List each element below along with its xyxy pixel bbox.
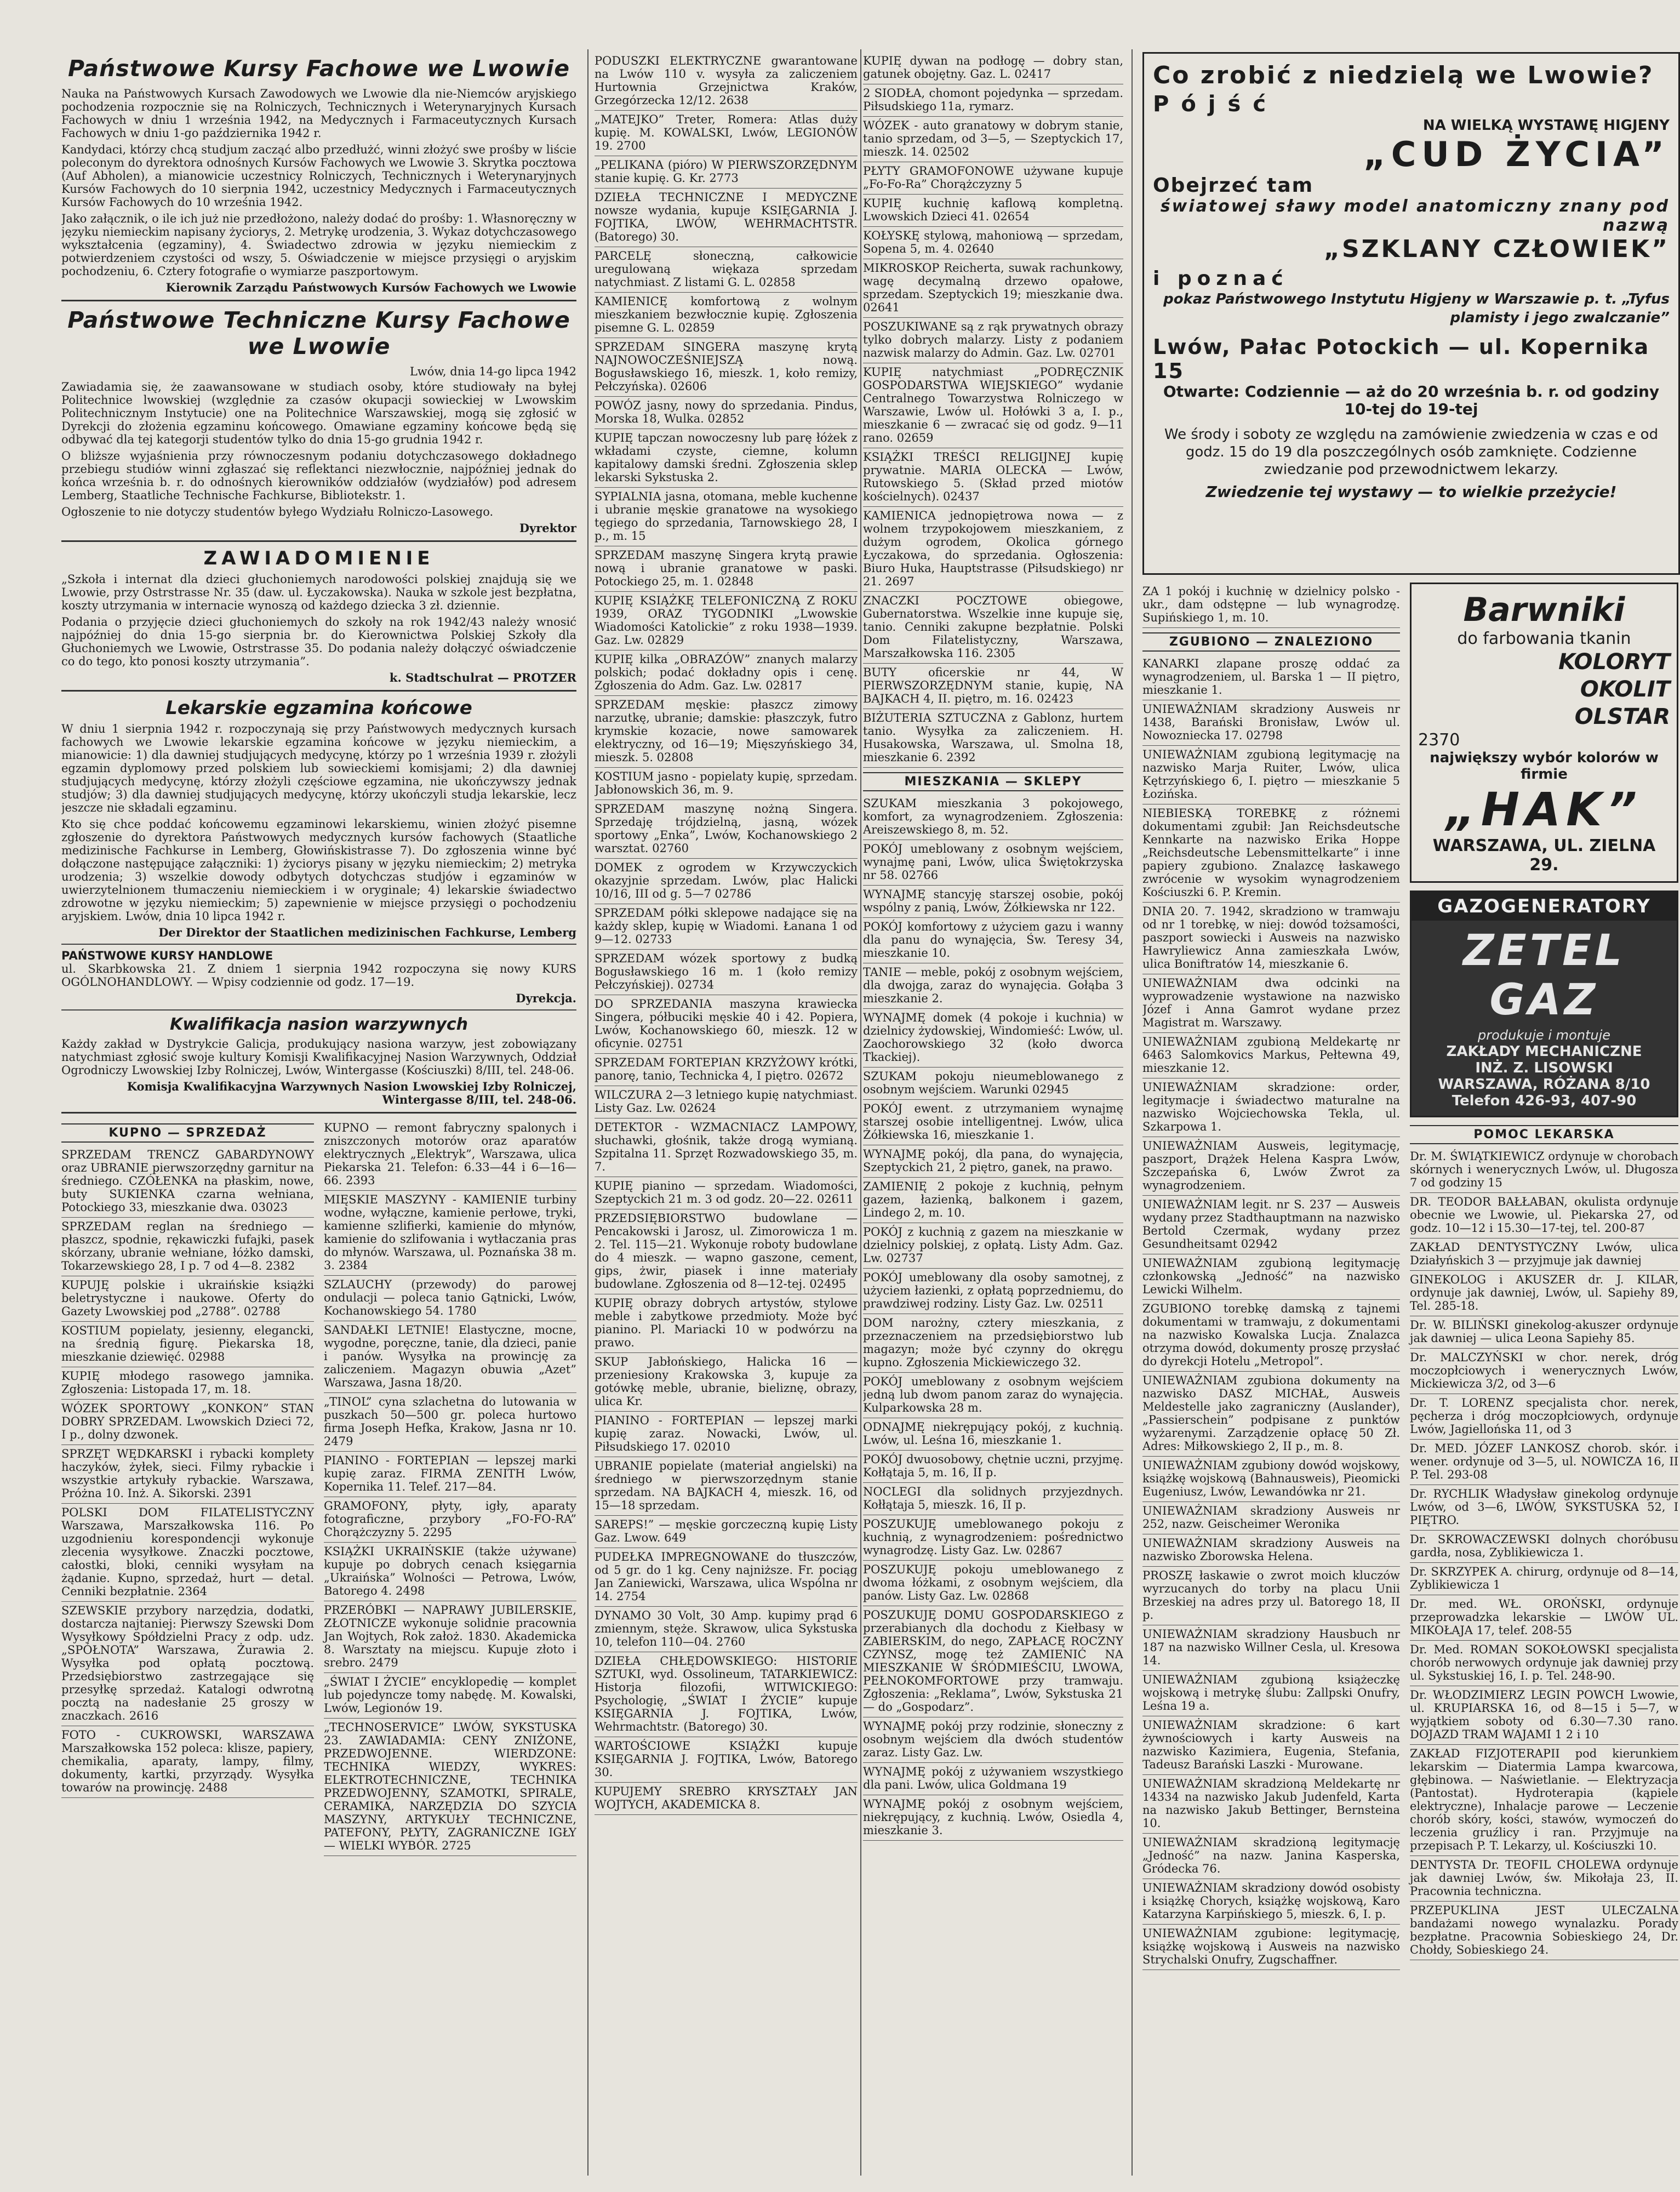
doctor-listing: PRZEPUKLINA JEST ULECZALNA bandażami nowego wynalazku. Porady bezpłatne. Pracownia Sobieskiego 24, Dr. Chołdy, Sobieskiego 24. bbox=[1410, 1902, 1678, 1960]
classified-ad: PIANINO - FORTEPIAN — lepszej marki kupię zaraz. Nowacki, Lwów, ul. Piłsudskiego 17. 02010 bbox=[595, 1412, 858, 1457]
notice-title: ZAWIADOMIENIE bbox=[203, 547, 435, 569]
classified-ad: KUPIĘ dywan na podłogę — dobry stan, gatunek obojętny. Gaz. L. 02417 bbox=[863, 52, 1123, 84]
doctor-listing: Dr. SKRZYPEK A. chirurg, ordynuje od 8—14, Zyblikiewicza 1 bbox=[1410, 1563, 1678, 1595]
column-official-notices bbox=[61, 52, 576, 2184]
classified-ad: KUPIĘ pianino — sprzedam. Wiadomości, Szeptyckich 21 m. 3 od godz. 20—22. 02611 bbox=[595, 1177, 858, 1209]
classifieds-right bbox=[324, 1119, 576, 1856]
exhibition-name: „CUD ŻYCIA” bbox=[1363, 134, 1670, 174]
notice-signature: Kierownik Zarządu Państwowych Kursów Fachowych we Lwowie bbox=[165, 281, 576, 294]
classified-ad: POSZUKUJĘ pokoju umeblowanego z dwoma łóżkami, z osobnym wejściem, dla panów. Listy Gaz. Lw. 02868 bbox=[863, 1561, 1123, 1606]
notice-signature: Komisja Kwalifikacyjna Warzywnych Nasion Lwowskiej Izby Rolniczej, Wintergasse 8/III, tel. 248-06. bbox=[127, 1080, 576, 1106]
column-classifieds-3 bbox=[863, 52, 1123, 2184]
classified-ad: SPRZEDAM maszynę nożną Singera. Sprzedaję trójdzielną, jasną, wózek sportowy „Enka”, Lwów, Kochanowskiego 2 warsztat. 02760 bbox=[595, 800, 858, 859]
classified-ad: DZIEŁA TECHNICZNE I MEDYCZNE nowsze wydania, kupuje KSIĘGARNIA J. FOJTIKA, LWÓW, WEHRMACHTSTR. (Batorego) 30. bbox=[595, 189, 858, 247]
exhibition-text: Obejrzeć tam bbox=[1153, 174, 1314, 197]
classified-ad: KAMIENICA jednopiętrowa nowa — z wolnem trzypokojowem mieszkaniem, z dużym ogrodem, Okolica górnego Łyczakowa, do sprzedania. Ogłoszenia: Biuro Huka, Hauptstrasse (Piłsudskiego) nr 21. 2697 bbox=[863, 507, 1123, 592]
classifieds-left bbox=[61, 1119, 314, 1856]
classified-ad: PRZERÓBKI — NAPRAWY JUBILERSKIE, ZŁOTNICZE wykonuje solidnie pracownia Jan Wojtych, Rok założ. 1830. Akademicka 8. Warsztaty na miejscu. Kupuje złoto i srebro. 2479 bbox=[324, 1601, 576, 1673]
divider bbox=[61, 1009, 576, 1011]
classified-ad: POLSKI DOM FILATELISTYCZNY Warszawa, Marszałkowska 116. Po uzgodnieniu korespondencji wykonuje zlecenia wysyłkowe. Znaczki pocztowe, całostki, bloki, cenniki wysyłam na żądanie. Kupno, sprzedaż, hurt — detal. Cenniki bezpłatnie. 2364 bbox=[61, 1504, 314, 1602]
advert-text: produkuje i montuje bbox=[1477, 1028, 1611, 1043]
classified-ad: BIŻUTERIA SZTUCZNA z Gablonz, hurtem tanio. Wysyłka za zaliczeniem. H. Husakowska, Warszawa, ul. Smolna 18, mieszkanie 6. 2392 bbox=[863, 709, 1123, 768]
notice-text: O bliższe wyjaśnienia przy równoczesnym podaniu dotychczasowego dokładnego przebiegu studiów winni zgłaszać się reflektanci niezwłocznie, najpóźniej jednak do końca września b. r. do odnośnych kierowników oddziałów (wydziałów) pod adresem Lemberg, Staatliche Technische Fachkurse, Bibliotekstr. 1. bbox=[61, 449, 576, 502]
exhibition-text: światowej sławy model anatomiczny znany pod nazwą bbox=[1160, 197, 1670, 235]
classified-ad: SZUKAM mieszkania 3 pokojowego, komfort, za wynagrodzeniem. Zgłoszenia: Areiszewskiego 8, m. 52. bbox=[863, 795, 1123, 840]
doctor-listing: Dr. RYCHLIK Władysław ginekolog ordynuje Lwów, od 3—6, LWÓW, SYKSTUSKA 52, I PIĘTRO. bbox=[1410, 1485, 1678, 1531]
exhibition-text: pokaz Państwowego Instytutu Higjeny w Warszawie p. t. „Tyfus plamisty i jego zwalczanie” bbox=[1163, 291, 1670, 326]
classified-ad: POSZUKIWANE są z rąk prywatnych obrazy tylko dobrych malarzy. Listy z podaniem nazwisk malarzy do Admin. Gaz. Lw. 02701 bbox=[863, 318, 1123, 363]
classified-ad: SPRZEDAM reglan na średniego — płaszcz, spodnie, rękawiczki fufajki, pasek skórzany, ubranie wełniane, łóżko damski, Tokarzewskiego 28, I p. 7 od 4—8. 2382 bbox=[61, 1218, 314, 1276]
classified-ad: UNIEWAŻNIAM skradziony dowód osobisty i książkę Chorych, książkę wojskową, Karo Katarzyna Karpińskiego 5, mieszk. 6, I. p. bbox=[1142, 1879, 1400, 1925]
product-name: OKOLIT bbox=[1580, 677, 1670, 702]
notice-signature: k. Stadtschulrat — PROTZER bbox=[389, 671, 576, 684]
classified-ad: ZGUBIONO torebkę damską z tajnemi dokumentami w tramwaju, z dokumentami na nazwisko Kowalska Lucja. Znalazca otrzyma dowód, dokumenty proszę przysłać do dyrekcji Hotelu „Metropol”. bbox=[1142, 1300, 1400, 1372]
classified-ad: KUPUJEMY SREBRO KRYSZTAŁY JAN WOJTYCH, AKADEMICKA 8. bbox=[595, 1783, 858, 1815]
advert-title: Barwniki bbox=[1463, 591, 1625, 629]
classified-ad: DZIEŁA CHŁĘDOWSKIEGO: HISTORIE SZTUKI, wyd. Ossolineum, TATARKIEWICZ: Historja filozofii, WITWICKIEGO: Psychologię, „ŚWIAT I ŻYCIE” kupuje KSIĘGARNIA J. FOJTIKA, Lwów, Wehrmachtstr. (Batorego) 30. bbox=[595, 1652, 858, 1737]
classified-ad: UNIEWAŻNIAM skradziony Ausweis nr 252, nazw. Geischeimer Weronika bbox=[1142, 1502, 1400, 1534]
section-header: ZGUBIONO — ZNALEZIONO bbox=[1142, 632, 1400, 652]
classified-ad: WILCZURA 2—3 letniego kupię natychmiast. Listy Gaz. Lw. 02624 bbox=[595, 1086, 858, 1118]
classified-ad: SYPIALNIA jasna, otomana, meble kuchenne i ubranie męskie granatowe na wysokiego tęgiego do sprzedania, Tarnowskiego 28, I p., m. 15 bbox=[595, 488, 858, 546]
section-header: KUPNO — SPRZEDAŻ bbox=[61, 1123, 314, 1143]
doctor-listing: Dr. med. WŁ. OROŃSKI, ordynuje przeprowadzka lekarskie — LWÓW UL. MIKOŁAJA 17, telef. 208-55 bbox=[1410, 1595, 1678, 1641]
brand-logo: „HAK” bbox=[1445, 783, 1643, 836]
exhibition-text: NA WIELKĄ WYSTAWĘ HIGJENY bbox=[1422, 117, 1670, 134]
classified-ad: POKÓJ umeblowany dla osoby samotnej, z użyciem łazienki, z opłatą poprzedniemu, do prawdziwej rodziny. Listy Gaz. Lw. 02511 bbox=[863, 1269, 1123, 1314]
classified-ad: SPRZEDAM wózek sportowy z budką Bogusławskiego 16 m. 1 (koło remizy Pełczyńskiej). 02734 bbox=[595, 950, 858, 995]
classified-ad: SZUKAM pokoju nieumeblowanego z osobnym wejściem. Warunki 02945 bbox=[863, 1068, 1123, 1100]
classified-ad: TANIE — meble, pokój z osobnym wejściem, dla dwojga, zaraz do wynajęcia. Gołąba 3 mieszkanie 2. bbox=[863, 963, 1123, 1009]
exhibition-hours: Otwarte: Codziennie — aż do 20 września b. r. od godziny 10-tej do 19-tej bbox=[1163, 383, 1660, 418]
classified-ad: DOM narożny, cztery mieszkania, z przeznaczeniem na przedsiębiorstwo lub magazyn; może być czynny do okręgu kupno. Zgłoszenia Mickiewiczego 32. bbox=[863, 1314, 1123, 1373]
notice-text: Ogłoszenie to nie dotyczy studentów byłego Wydziału Rolniczo-Lasowego. bbox=[61, 505, 494, 518]
gazogeneratory-advert bbox=[1410, 891, 1678, 1117]
classified-ad: PROSZĘ łaskawie o zwrot moich kluczów wyrzucanych do torby na placu Unii Brzeskiej na adres przy ul. Batorego 18, II p. bbox=[1142, 1567, 1400, 1625]
notice-text: Kto się chce poddać końcowemu egzaminowi lekarskiemu, winien złożyć pisemne zgłoszenie do dyrektora Państwowych medycznych kursów fachowych (Staatliche medizinische Fachkurse in Lemberg, Głowińskistrasse 7). Do zgłoszenia winne być dołączone następujące załączniki: 1) życiorys pisany w języku niemieckim; 2) metryka urodzenia; 3) wszelkie dowody odbytych dotychczas studjów i egzaminów w uwierzytelnionem tłumaczeniu niemieckiem i w oryginale; 4) lekarskie świadectwo zdrowotne w języku niemieckim; 5) zapewnienie w miejsce przysięgi o pochodzeniu aryjskiem. Lwów, dnia 10 lipca 1942 r. bbox=[61, 818, 576, 923]
exhibition-advert bbox=[1142, 52, 1680, 575]
classified-ad: POKÓJ dwuosobowy, chętnie uczni, przyjmę. Kołłątaja 5, m. 16, II p. bbox=[863, 1451, 1123, 1483]
advert-tagline: największy wybór kolorów w firmie bbox=[1430, 750, 1659, 783]
doctor-listing: Dr. W. BILIŃSKI ginekolog-akuszer ordynuje jak dawniej — ulica Leona Sapiehy 85. bbox=[1410, 1316, 1678, 1349]
classified-ad: NOCLEGI dla solidnych przyjezdnych. Kołłątaja 5, mieszk. 16, II p. bbox=[863, 1483, 1123, 1515]
notice-text: ul. Skarbkowska 21. Z dniem 1 sierpnia 1942 rozpoczyna się nowy KURS OGÓLNOHANDLOWY. — Wpisy codziennie od godz. 17—19. bbox=[61, 962, 576, 989]
classified-ad: UNIEWAŻNIAM zgubioną książeczkę wojskową i metrykę ślubu: Zallpski Onufry, Leśna 19 a. bbox=[1142, 1671, 1400, 1716]
doctor-listing: Dr. Med. ROMAN SOKOŁOWSKI specjalista chorób nerwowych ordynuje jak dawniej przy ul. Sykstuskiej 16, I. p. Tel. 248-90. bbox=[1410, 1641, 1678, 1686]
classified-ad: UNIEWAŻNIAM skradziony Hausbuch nr 187 na nazwisko Willner Cesla, ul. Kresowa 14. bbox=[1142, 1625, 1400, 1671]
classified-ad: DNIA 20. 7. 1942, skradziono w tramwaju od nr 1 torebkę, w niej: dowód tożsamości, paszport sowiecki i Ausweis na nazwisko Hawryliewicz Anna zamieszkała Lwów, ulica Boniftratów 14, mieszkanie 6. bbox=[1142, 903, 1400, 974]
classified-ad: „TINOL” cyna szlachetna do lutowania w puszkach 50—500 gr. poleca hurtowo firma Joseph Hefka, Krakow, Jasna nr 10. 2479 bbox=[324, 1393, 576, 1452]
classified-ad: KUPIĘ kuchnię kaflową kompletną. Lwowskich Dzieci 41. 02654 bbox=[863, 195, 1123, 227]
column-rule bbox=[860, 49, 861, 2176]
classified-ad: KUPIĘ kilka „OBRAZÓW” znanych malarzy polskich; podać dokładny opis i cenę. Zgłoszenia do Adm. Gaz. Lw. 02817 bbox=[595, 650, 858, 696]
classified-ad: UNIEWAŻNIAM zgubione: legitymację, książkę wojskową i Ausweis na nazwisko Strychalski Onufry, Zugschaffner. bbox=[1142, 1925, 1400, 1970]
classified-ad: SKUP Jabłońskiego, Halicka 16 — przeniesiony Krakowska 3, kupuje za gotówkę meble, ubranie, bieliznę, obrazy, ulica Kr. bbox=[595, 1353, 858, 1412]
classifieds-block bbox=[61, 1119, 576, 1856]
classified-ad: PARCELĘ słoneczną, całkowicie uregulowaną więkaza sprzedam natychmiast. Z listami G. L. 02858 bbox=[595, 247, 858, 293]
advert-body bbox=[1412, 1025, 1677, 1116]
classified-ad: WYNAJMĘ pokój, dla pana, do wynajęcia, Szeptyckich 21, 2 piętro, ganek, na prawo. bbox=[863, 1145, 1123, 1178]
classified-ad: „TECHNOSERVICE” LWÓW, SYKSTUSKA 23. ZAWIADAMIA: CENY ZNIŻONE, PRZEDWOJENNE. WIERDZONE: TECHNIKA WIEDZY, WYKRES: ELEKTROTECHNICZNE, TECHNIKA PRZEDWOJENNY, SZAMOTKI, SPIRALE, CERAMIKA, NARZĘDZIA DO SZYCIA MASZYNY, ARTYKUŁY TECHNICZNE, PATEFONY, PŁYTY, ZAGRANICZNE IGŁY — WIELKI WYBÓR. 2725 bbox=[324, 1719, 576, 1856]
product-name: KOLORYT bbox=[1558, 649, 1670, 675]
notice-text: „Szkoła i internat dla dzieci głuchoniemych narodowości polskiej znajdują się we Lwowie, przy Ostrstrasse Nr. 35 (daw. ul. Łyczakowska). Nauka w szkole jest bezpłatna, koszty utrzymania w internacie wynoszą od każdego dziecka 3 zł. dziennie. bbox=[61, 573, 576, 612]
divider bbox=[61, 690, 576, 692]
classified-ad: UNIEWAŻNIAM zgubiona dokumenty na nazwisko DASZ MICHAŁ, Ausweis Meldestelle jako zagraniczny (Auslander), „Passierschein” podpisane z punktów wyżarenymi. Zarządzenie opłacę 50 Zł. Adres: Miłkowskiego 2, II p., m. 8. bbox=[1142, 1372, 1400, 1457]
classified-ad: KANARKI zlapane proszę oddać za wynagrodzeniem, ul. Barska 1 — II piętro, mieszkanie 1. bbox=[1142, 655, 1400, 700]
classified-ad: WÓZEK SPORTOWY „KONKON” STAN DOBRY SPRZEDAM. Lwowskich Dzieci 72, I p., dolny dzwonek. bbox=[61, 1400, 314, 1445]
doctor-listing: Dr. MED. JÓZEF LANKOSZ chorob. skór. i wener. ordynuje od 3—5, ul. NOWICZA 16, II P. Tel. 293-08 bbox=[1410, 1440, 1678, 1485]
classified-ad: KOŁYSKĘ stylową, mahoniową — sprzedam, Sopena 5, m. 4. 02640 bbox=[863, 227, 1123, 259]
classified-ad: UNIEWAŻNIAM zgubiony dowód wojskowy, książkę wojskową (Bahnausweis), Pieomicki Eugeniusz, Lwów, Lewandówka nr 21. bbox=[1142, 1457, 1400, 1502]
notice-signature: Der Direktor der Staatlichen medizinischen Fachkurse, Lemberg bbox=[158, 926, 576, 939]
section-header: POMOC LEKARSKA bbox=[1410, 1125, 1678, 1144]
classified-ad: POSZUKUJĘ umeblowanego pokoju z kuchnią, z wynagrodzeniem: pośrednictwo wynagrodzę. Listy Gaz. Lw. 02867 bbox=[863, 1515, 1123, 1561]
notices-column bbox=[1142, 583, 1400, 1970]
exhibition-text: i poznać bbox=[1153, 267, 1289, 290]
classified-ad: UNIEWAŻNIAM zgubioną Meldekartę nr 6463 Salomkovics Markus, Pełtewna 49, mieszkanie 12. bbox=[1142, 1033, 1400, 1078]
advert-subtitle: do farbowania tkanin bbox=[1457, 629, 1631, 648]
classified-ad: SZEWSKIE przybory narzędzia, dodatki, dostarcza najtaniej: Pierwszy Szewski Dom Wysyłkowy Spółdzielni Pracy z odp. udz. „SPÓŁNOTA” Warszawa, Żurawia 2. Wysyłka pod opłatą pocztową. Przedsiębiorstwo zastrzegające się przesyłkę sprzedaż. Katalogi odwrotną pocztą na nadesłanie 25 groszy w znaczkach. 2616 bbox=[61, 1602, 314, 1726]
exhibition-tagline: Zwiedzenie tej wystawy — to wielkie przeżycie! bbox=[1205, 483, 1617, 501]
brand-logo: ZETEL GAZ bbox=[1412, 921, 1677, 1025]
classified-ad: SPRZEDAM TRENCZ GABARDYNOWY oraz UBRANIE pierwszorzędny garnitur na średniego. CZÓŁENKA na płaskim, nowe, buty SUKIENKA czarna wełniana, Potockiego 33, mieszkanie dwa. 03023 bbox=[61, 1146, 314, 1218]
classified-ad: UNIEWAŻNIAM dwa odcinki na wyprowadzenie wystawione na nazwisko Józef i Anna Gamrot wydane przez Magistrat m. Warszawy. bbox=[1142, 974, 1400, 1033]
classified-ad: UNIEWAŻNIAM zgubioną legitymację na nazwisko Marja Ruiter, Lwów, ulica Kętrzyńskiego 6, I. piętro — mieszkanie 5 Łozińska. bbox=[1142, 746, 1400, 804]
classified-ad: SPRZEDAM FORTEPIAN KRZYŻOWY krótki, panorę, tanio, Technicka 4, I piętro. 02672 bbox=[595, 1054, 858, 1086]
exhibition-text: We środy i soboty ze względu na zamówienie zwiedzenia w czas e od godz. 15 do 19 dla poszczególnych osób zamknięte. Codzienne zwiedzanie pod przewodnictwem lekarzy. bbox=[1164, 426, 1659, 478]
classified-ad: ZA 1 pokój i kuchnię w dzielnicy polsko - ukr., dam odstępne — lub wynagrodzę. Supińskiego 1, m. 10. bbox=[1142, 583, 1400, 628]
lower-right-block bbox=[1142, 583, 1680, 1970]
notice-text: Podania o przyjęcie dzieci głuchoniemych do szkoły na rok 1942/43 należy wnosić najpóźniej do dnia 15-go sierpnia br. do Kierownictwa Polskiej Szkoły dla Głuchoniemych we Lwowie, Ostrstrasse 35. Do podania należy dołączyć oświadczenie co do tego, kto ponosi koszty utrzymania”. bbox=[61, 615, 576, 668]
advert-address: WARSZAWA, RÓŻANA 8/10 bbox=[1438, 1076, 1650, 1093]
notice-date: Lwów, dnia 14-go lipca 1942 bbox=[409, 365, 576, 378]
classified-ad: KUPIĘ obrazy dobrych artystów, stylowe meble i zabytkowe przedmioty. Może być pianino. Pl. Mariacki 10 w podwórzu na prawo. bbox=[595, 1294, 858, 1353]
classified-ad: 2 SIODŁA, chomont pojedynka — sprzedam. Piłsudskiego 11a, rymarz. bbox=[863, 84, 1123, 117]
classified-ad: KUPIĘ natychmiast „PODRĘCZNIK GOSPODARSTWA WIEJSKIEGO” wydanie Centralnego Towarzystwa Rolniczego w Warszawie, Lwów ul. Hołówki 3 a, I. p., mieszkanie 6 — zwracać się od godz. 9—11 rano. 02659 bbox=[863, 363, 1123, 448]
classified-ad: POWÓZ jasny, nowy do sprzedania. Pindus, Morska 18, Wulka. 02852 bbox=[595, 397, 858, 429]
classified-ad: SAREPS!” — męskie gorczeczną kupię Listy Gaz. Lwow. 649 bbox=[595, 1516, 858, 1548]
exhibition-headline: Co zrobić z niedzielą we Lwowie? bbox=[1153, 61, 1654, 89]
doctor-listing: Dr. M. ŚWIĄTKIEWICZ ordynuje w chorobach skórnych i wenerycznych Lwów, ul. Długosza 7 od godziny 15 bbox=[1410, 1148, 1678, 1193]
column-rule bbox=[1132, 49, 1133, 2176]
notice-text: Nauka na Państwowych Kursach Zawodowych we Lwowie dla nie-Niemców aryjskiego pochodzenia rozpocznie się na Rolniczych, Technicznych i Weterynaryjnych Kursach Fachowych w dniu 1 września 1942, na Medycznych i Farmaceutycznych Kursach Fachowych w dniu 1-go października 1942 r. bbox=[61, 87, 576, 140]
notice-title: Państwowe Kursy Fachowe we Lwowie bbox=[67, 55, 570, 82]
classified-ad: UBRANIE popielate (materiał angielski) na średniego w pierwszorzędnym stanie sprzedam. NA BAJKACH 4, mieszk. 16, od 15—18 sprzedam. bbox=[595, 1457, 858, 1516]
classified-ad: PŁYTY GRAMOFONOWE używane kupuje „Fo-Fo-Ra” Chorążczyzny 5 bbox=[863, 162, 1123, 195]
classified-ad: SANDAŁKI LETNIE! Elastyczne, mocne, wygodne, poręczne, tanie, dla dzieci, panie i panów. Wysyłka na prowincję za zaliczeniem. Magazyn obuwia „Azet” Warszawa, Jasna 18/20. bbox=[324, 1321, 576, 1393]
classified-ad: ZNACZKI POCZTOWE obiegowe, Gubernatorstwa. Wszelkie inne kupuje się, tanio. Cenniki zakupne bezpłatnie. Polski Dom Filatelistyczny, Warszawa, Marszałkowska 116. 2305 bbox=[863, 592, 1123, 664]
classified-ad: KUPIĘ KSIĄŻKĘ TELEFONICZNĄ Z ROKU 1939, ORAZ TYGODNIKI „Lwowskie Wiadomości Katolickie” z roku 1938—1939. Gaz. Lw. 02829 bbox=[595, 592, 858, 650]
classified-ad: WYNAJMĘ domek (4 pokoje i kuchnia) w dzielnicy żydowskiej, Windomieść: Lwów, ul. Zaochorowskiego 32 (koło dworca Tkackiej). bbox=[863, 1009, 1123, 1068]
exhibition-text: Pójść bbox=[1153, 92, 1278, 117]
classified-ad: KUPIĘ tapczan nowoczesny lub parę łóżek z wkładami czyste, ciemne, kolumn kapitalowy damski średni. Zgłoszenia sklep lekarski Sykstuska 2. bbox=[595, 429, 858, 488]
classified-ad: KUPUJĘ polskie i ukraińskie książki beletrystyczne i naukowe. Oferty do Gazety Lwowskiej pod „2788”. 02788 bbox=[61, 1276, 314, 1322]
classified-ad: „PELIKANA (pióro) W PIERWSZORZĘDNYM stanie kupię. G. Kr. 2773 bbox=[595, 156, 858, 189]
classified-ad: WARTOŚCIOWE KSIĄŻKI kupuje KSIĘGARNIA J. FOJTIKA, Lwów, Batorego 30. bbox=[595, 1737, 858, 1783]
classified-ad: UNIEWAŻNIAM Ausweis, legitymację, paszport, Drążek Helena Kaspra Lwów, Szczepańska 6, Lwów Zwrot za wynagrodzeniem. bbox=[1142, 1137, 1400, 1196]
classified-ad: DYNAMO 30 Volt, 30 Amp. kupimy prąd 6 zmiennym, stęże. Skrawow, ulica Sykstuska 10, telefon 110—04. 2760 bbox=[595, 1607, 858, 1652]
divider bbox=[61, 1112, 576, 1114]
doctor-listing: ZAKŁAD DENTYSTYCZNY Lwów, ulica Działyńskich 3 — przyjmuje jak dawniej bbox=[1410, 1238, 1678, 1271]
classified-ad: DOMEK z ogrodem w Krzywczyckich okazyjnie sprzedam. Lwów, plac Halicki 10/16, III od g. 5—7 02786 bbox=[595, 859, 858, 904]
exhibition-exhibit: „SZKLANY CZŁOWIEK” bbox=[1324, 235, 1670, 263]
classified-ad: WÓZEK - auto granatowy w dobrym stanie, tanio sprzedam, od 3—5, — Szeptyckich 17, mieszk. 14. 02502 bbox=[863, 117, 1123, 162]
classified-ad: MIKROSKOP Reicherta, suwak rachunkowy, wagę decymalną drzewo opałowe, sprzedam. Szeptyckich 19; mieszkanie dwa. 02641 bbox=[863, 259, 1123, 318]
notice-title: Państwowe Techniczne Kursy Fachowe we Lwowie bbox=[67, 307, 570, 359]
classified-ad: DO SPRZEDANIA maszyna krawiecka Singera, półbuciki męskie 40 i 42. Popiera, Lwów, Kochanowskiego 60, mieszk. 12 w oficynie. 02751 bbox=[595, 995, 858, 1054]
classified-ad: POKÓJ umeblowany z osobnym wejściem jedną lub dwom panom zaraz do wynajęcia. Kulparkowska 28 m. bbox=[863, 1373, 1123, 1418]
doctor-listing: Dr. MALCZYŃSKI w chor. nerek, dróg moczopłciowych i wenerycznych Lwów, Mickiewicza 3/2, od 3—6 bbox=[1410, 1349, 1678, 1394]
divider bbox=[61, 944, 576, 945]
notice-title: Lekarskie egzamina końcowe bbox=[165, 697, 472, 719]
classified-ad: NIEBIESKĄ TOREBKĘ z różnemi dokumentami zgubił: Jan Reichsdeutsche Kennkarte na nazwisko Erika Hoppe „Reichsdeutsche Lebensmittelkarte” i inne papiery zgubiono. Znalazcę łaskawego zwrócenie w wysokim wynagrodzeniem Kościuszki 6. P. Kremin. bbox=[1142, 804, 1400, 903]
classified-ad: KUPIĘ młodego rasowego jamnika. Zgłoszenia: Listopada 17, m. 18. bbox=[61, 1367, 314, 1400]
column-rule bbox=[587, 49, 588, 2176]
classified-ad: UNIEWAŻNIAM skradzione: order, legitymacje i świadectwo maturalne na nazwisko Wojciechowska Tekla, ul. Szkarpowa 1. bbox=[1142, 1078, 1400, 1137]
classified-ad: „ŚWIAT I ŻYCIE” encyklopedię — komplet lub pojedyncze tomy nabędę. M. Kowalski, Lwów, Legionów 19. bbox=[324, 1673, 576, 1719]
classified-ad: FOTO - CUKROWSKI, WARSZAWA Marszałkowska 152 poleca: klisze, papiery, chemikalia, aparaty, lampy, filmy, dokumenty, kartki, przyrządy. Wysyłka towarów na prowincję. 2488 bbox=[61, 1726, 314, 1798]
divider bbox=[61, 300, 576, 301]
classified-ad: MIĘSKIE MASZYNY - KAMIENIE turbiny wodne, wyłączne, kamienie perłowe, tryki, kamienne szlifierki, kamienie do młynów, kamienie do szlifowania i wytłaczania pras do młynów. Warszawa, ul. Poznańska 38 m. 3. 2384 bbox=[324, 1191, 576, 1276]
advert-title: GAZOGENERATORY bbox=[1412, 892, 1677, 921]
classified-ad: SZLAUCHY (przewody) do parowej ondulacji — poleca tanio Gątnicki, Lwów, Kochanowskiego 54. 1780 bbox=[324, 1276, 576, 1321]
advert-owner: INŻ. Z. LISOWSKI bbox=[1475, 1060, 1613, 1076]
notice-text: Każdy zakład w Dystrykcie Galicja, produkujący nasiona warzyw, jest zobowiązany natychmiast zgłosić swoje kultury Komisji Kwalifikacyjnej Nasion Warzywnych, Oddział Ogrodniczy Lwowskiej Izby Rolniczej, Lwów, Wintergasse (Kościuszki) 8/III, tel. 248-06. bbox=[61, 1037, 576, 1077]
classified-ad: POKÓJ z kuchnią z gazem na mieszkanie w dzielnicy polskiej, z opłatą. Listy Adm. Gaz. Lw. 02737 bbox=[863, 1223, 1123, 1269]
notice-title: Kwalifikacja nasion warzywnych bbox=[169, 1015, 468, 1034]
section-header: MIESZKANIA — SKLEPY bbox=[863, 772, 1123, 791]
column-display-ads bbox=[1142, 52, 1680, 2184]
advert-address: WARSZAWA, UL. ZIELNA 29. bbox=[1432, 836, 1656, 875]
classified-ad: POSZUKUJĘ DOMU GOSPODARSKIEGO z przerabianych dla dochodu z Kiełbasy w ZABIERSKIM, do nego, ZAPŁACĘ ROCZNY CZYNSZ, mogę też ZAMIENIĆ NA MIESZKANIE W ŚRÓDMIEŚCIU, LWOWA, PEŁNOKOMFORTOWE przy tramwaju. Zgłoszenia: „Reklama”, Lwów, Sykstuska 21 — do „Gospodarz”. bbox=[863, 1606, 1123, 1717]
exhibition-venue: Lwów, Pałac Potockich — ul. Kopernika 15 bbox=[1153, 335, 1650, 383]
classified-ad: GRAMOFONY, płyty, igły, aparaty fotograficzne, przybory „FO-FO-RA” Chorążczyzny 5. 2295 bbox=[324, 1497, 576, 1543]
classified-ad: POKÓJ umeblowany z osobnym wejściem, wynajmę pani, Lwów, ulica Świętokrzyska nr 58. 02766 bbox=[863, 840, 1123, 886]
notice-text: W dniu 1 sierpnia 1942 r. rozpoczynają się przy Państwowych medycznych kursach fachowych we Lwowie lekarskie egzamina końcowe w języku niemieckim, a mianowicie: 1) dla dawniej studjujących medycynę, którzy po 1 września 1939 r. złożyli egzamin dyplomowy przed polskiem lub sowieckiemi komisjami; 2) dla dawniej studjujących medycynę, którzy złożyli częściowe egzamina, nie ukończywszy jednak studjów; 3) dla dawniej studjujących medycynę, którzy ukończyli studja lekarskie, lecz jeszcze nie składali egzaminu. bbox=[61, 722, 576, 814]
classified-ad: UNIEWAŻNIAM skradzione: 6 kart żywnościowych i karty Ausweis na nazwisko Kazimiera, Eugenia, Stefania, Tadeusz Barański Laszki - Murowane. bbox=[1142, 1716, 1400, 1775]
notice-signature: Dyrekcja. bbox=[516, 991, 576, 1005]
classified-ad: SPRZEDAM SINGERA maszynę krytą NAJNOWOCZEŚNIEJSZĄ nową. Bogusławskiego 16, mieszk. 1, koło remizy, Pełczyńska). 02606 bbox=[595, 338, 858, 397]
advert-company: ZAKŁADY MECHANICZNE bbox=[1446, 1043, 1642, 1060]
classified-ad: ODNAJMĘ niekrępujący pokój, z kuchnią. Lwów, ul. Leśna 16, mieszkanie 1. bbox=[863, 1418, 1123, 1451]
doctor-listing: ZAKŁAD FIZJOTERAPII pod kierunkiem lekarskim — Diatermia Lampa kwarcowa, głębinowa. — Naświetlanie. — Elektryzacja (Pantostat). Hydroterapia (kąpiele elektryczne), Inhalacje parowe — Leczenie chorób skóry, kości, stawów, wymoczeń do leczenia gruźlicy i ran. Przyjmuje na przepisach P. T. Lekarzy, ul. Kościuszki 10. bbox=[1410, 1745, 1678, 1856]
classified-ad: KAMIENICĘ komfortową z wolnym mieszkaniem bezwłocznie kupię. Zgłoszenia pisemne G. L. 02859 bbox=[595, 293, 858, 338]
classified-ad: SPRZEDAM męskie: płaszcz zimowy narzutkę, ubranie; damskie: płaszczyk, futro krymskie kozacie, nowe samowarek elektryczny, od 16—19; Mięszyńskiego 34, mieszk. 5. 02808 bbox=[595, 696, 858, 768]
classified-ad: UNIEWAŻNIAM skradziony Ausweis nr 1438, Barański Bronisław, Lwów ul. Nowozniecka 17. 02798 bbox=[1142, 700, 1400, 746]
divider bbox=[61, 540, 576, 542]
advert-number: 2370 bbox=[1418, 730, 1460, 750]
classified-ad: WYNAJMĘ pokój z używaniem wszystkiego dla pani. Lwów, ulica Goldmana 19 bbox=[863, 1763, 1123, 1795]
classified-ad: KSIĄŻKI TREŚCI RELIGIJNEJ kupię prywatnie. MARIA OLECKA — Lwów, Rutowskiego 5. (Skład przed miotów kościelnych). 02437 bbox=[863, 448, 1123, 507]
barwniki-advert bbox=[1410, 583, 1678, 883]
advert-phone: Telefon 426-93, 407-90 bbox=[1452, 1093, 1637, 1109]
classified-ad: POKÓJ ewent. z utrzymaniem wynajmę starszej osobie intelligentnej. Lwów, ulica Żółkiewska 16, mieszkanie 1. bbox=[863, 1100, 1123, 1145]
classified-ad: UNIEWAŻNIAM skradziony Ausweis na nazwisko Zborowska Helena. bbox=[1142, 1534, 1400, 1567]
classified-ad: WYNAJMĘ pokój z osobnym wejściem, niekrępujący, z kuchnią. Lwów, Osiedla 4, mieszkanie 3. bbox=[863, 1795, 1123, 1841]
classified-ad: KOSTIUM jasno - popielaty kupię, sprzedam. Jabłonowskich 36, m. 9. bbox=[595, 768, 858, 800]
notice-title: PAŃSTWOWE KURSY HANDLOWE bbox=[61, 949, 273, 962]
doctor-listing: Dr. T. LORENZ specjalista chor. nerek, pęcherza i dróg moczopłciowych, ordynuje Lwów, Jagiellońska 11, od 3 bbox=[1410, 1394, 1678, 1440]
classified-ad: PODUSZKI ELEKTRYCZNE gwarantowane na Lwów 110 v. wysyła za zaliczeniem Hurtownia Grzejnictwa Kraków, Grzegórzecka 12/12. 2638 bbox=[595, 52, 858, 111]
classified-ad: UNIEWAŻNIAM skradzioną Meldekartę nr 14334 na nazwisko Jakub Judenfeld, Karta na nazwisko Jakub Bettinger, Bernsteina 10. bbox=[1142, 1775, 1400, 1834]
doctor-listing: DENTYSTA Dr. TEOFIL CHOLEWA ordynuje jak dawniej Lwów, św. Mikołaja 23, II. Pracownia techniczna. bbox=[1410, 1856, 1678, 1902]
notice-text: Kandydaci, którzy chcą studjum zacząć albo przedłużć, winni złożyć swe prośby w liście poleconym do dyrektora odnośnych Kursów Fachowych we Lwowie 3. Skrytka pocztowa (Auf Abholen), a mianowicie uczestnicy Rolniczych, Technicznych i Weterynaryjnych Kursów Fachowych do 10 sierpnia 1942, uczestnicy Medycznych i Farmaceutycznych Kursów Fachowych do 10 września 1942. bbox=[61, 143, 576, 209]
classified-ad: KOSTIUM popielaty, jesienny, elegancki, na średnią figurę. Piekarska 18, mieszkanie dziewięć. 02988 bbox=[61, 1322, 314, 1367]
doctor-listing: Dr. SKROWACZEWSKI dolnych choróbusu gardła, nosa, Zyblikiewicza 1. bbox=[1410, 1531, 1678, 1563]
product-name: OLSTAR bbox=[1574, 704, 1670, 729]
classified-ad: DETEKTOR - WZMACNIACZ LAMPOWY, słuchawki, głośnik, także drogą wymianą. Szpitalna 11. Sprzęt Rozwadowskiego 35, m. 7. bbox=[595, 1118, 858, 1177]
doctor-listing: Dr. WŁODZIMIERZ LEGIN POWCH Lwowie, ul. KRUPIARSKA 16, od 8—15 i 5—7, w wyjątkiem soboty od 6.30—7.30 rano. DOJAZD TRAM WAJAMI 1 2 i 10 bbox=[1410, 1686, 1678, 1745]
classified-ad: „MATEJKO” Treter, Romera: Atlas duży kupię. M. KOWALSKI, Lwów, LEGIONÓW 19. 2700 bbox=[595, 111, 858, 156]
classified-ad: KSIĄŻKI UKRAIŃSKIE (także używane) kupuje po dobrych cenach księgarnia „Ukraińska” Wolności — Petrowa, Lwów, Batorego 4. 2498 bbox=[324, 1543, 576, 1601]
classified-ad: WYNAJMĘ stancyję starszej osobie, pokój wspólny z panią, Lwów, Żółkiewska nr 122. bbox=[863, 886, 1123, 918]
doctor-listing: DR. TEODOR BAŁŁABAN, okulista ordynuje obecnie we Lwowie, ul. Piekarska 27, od godz. 10—12 i 15.30—17-tej, tel. 200-87 bbox=[1410, 1193, 1678, 1238]
classified-ad: UNIEWAŻNIAM zgubioną legitymację członkowską „Jedność” na nazwisko Lewicki Wilhelm. bbox=[1142, 1254, 1400, 1300]
classified-ad: UNIEWAŻNIAM skradzioną legitymację „Jedność” na nazw. Janina Kasperska, Gródecka 76. bbox=[1142, 1834, 1400, 1879]
notice-signature: Dyrektor bbox=[519, 521, 576, 535]
classified-ad: PUDEŁKA IMPREGNOWANE do tłuszczów, od 5 gr. do 1 kg. Ceny najniższe. Fr. pociąg Jan Zaniewicki, Warszawa, ulica Wspólna nr 14. 2754 bbox=[595, 1548, 858, 1607]
classified-ad: SPRZĘT WĘDKARSKI i rybacki komplety haczyków, żyłek, sieci. Filmy rybackie i wszystkie artykuły rybackie. Warszawa, Próżna 10. Inż. A. Sikorski. 2391 bbox=[61, 1445, 314, 1504]
classified-ad: POKÓJ komfortowy z użyciem gazu i wanny dla panu do wynajęcia, Św. Teresy 34, mieszkanie 10. bbox=[863, 918, 1123, 963]
classified-ad: KUPNO — remont fabryczny spalonych i zniszczonych motorów oraz aparatów elektrycznych „Elektryk”, Warszawa, ulica Piekarska 21. Telefon: 6.33—44 i 6—16—66. 2393 bbox=[324, 1119, 576, 1191]
classified-ad: SPRZEDAM maszynę Singera krytą prawie nową i ubranie granatowe w paski. Potockiego 25, m. 1. 02848 bbox=[595, 546, 858, 592]
column-classifieds-2 bbox=[595, 52, 858, 2184]
display-ads-column bbox=[1410, 583, 1678, 1970]
notice-text: Zawiadamia się, że zaawansowane w studiach osoby, które studiowały na byłej Politechnice lwowskiej (względnie za czasów okupacji sowieckiej w Lwowskim Politechnicznym Instytucie) one na Politechnice Warszawskiej, mogą się zgłosić w Dyrekcji do złożenia egzaminu końcowego. Omawiane egzaminy końcowe będą się odbywać dla tej kategorji studentów tylko do dnia 15-go grudnia 1942 r. bbox=[61, 380, 576, 446]
classified-ad: PRZEDSIĘBIORSTWO budowlane — Pencakowski i Jarosz, ul. Zimorowicza 1 m. 2. Tel. 115—21. Wykonuje roboty budowlane do 4 mieszk. — wapno gaszone, cement, gips, żwir, piasek i inne materiały budowlane. Zgłoszenia od 8—12-tej. 02495 bbox=[595, 1209, 858, 1294]
classified-ad: SPRZEDAM półki sklepowe nadające się na każdy sklep, kupię w Wiadomi. Łanana 1 od 9—12. 02733 bbox=[595, 904, 858, 950]
notice-text: Jako załącznik, o ile ich już nie przedłożono, należy dodać do prośby: 1. Własnoręczny w języku niemieckim napisany życiorys, 2. Metrykę urodzenia, 3. Wykaz dotychczasowego wykształcenia (egzaminy), 4. Świadectwo zdrowia w języku niemieckim z potwierdzeniem czystości od wszy, 5. Oświadczenie w miejsce przysięgi o aryjskim pochodzeniu, 6. Cztery fotografie o wymiarze paszportowym. bbox=[61, 212, 576, 278]
classified-ad: PIANINO - FORTEPIAN — lepszej marki kupię zaraz. FIRMA ZENITH Lwów, Kopernika 11. Telef. 217—84. bbox=[324, 1452, 576, 1497]
classified-ad: ZAMIENIĘ 2 pokoje z kuchnią, pełnym gazem, łazienką, balkonem i gazem, Lindego 2, m. 10. bbox=[863, 1178, 1123, 1223]
classified-ad: BUTY oficerskie nr 44, W PIERWSZORZĘDNYM stanie, kupię, NA BAJKACH 4, II. piętro, m. 16. 02423 bbox=[863, 664, 1123, 709]
classified-ad: UNIEWAŻNIAM legit. nr S. 237 — Ausweis wydany przez Stadthauptmann na nazwisko Bertold Czermak, wydany przez Gesundheitsamt 02942 bbox=[1142, 1196, 1400, 1254]
doctor-listing: GINEKOLOG i AKUSZER dr. J. KILAR, ordynuje jak dawniej, Lwów, ul. Sapiehy 89, Tel. 285-18. bbox=[1410, 1271, 1678, 1316]
classified-ad: WYNAJMĘ pokój przy rodzinie, słoneczny z osobnym wejściem dla dwóch studentów zaraz. Listy Gaz. Lw. bbox=[863, 1717, 1123, 1763]
